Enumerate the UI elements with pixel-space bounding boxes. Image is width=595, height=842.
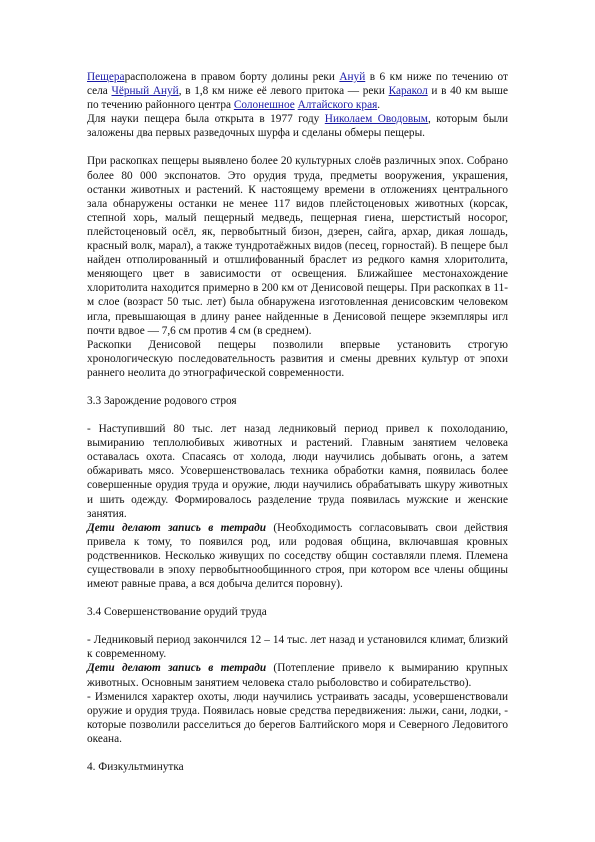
document-page xyxy=(87,70,508,774)
text: расположена в правом борту долины реки xyxy=(124,71,340,83)
link-altai[interactable]: Алтайского края xyxy=(297,99,378,112)
link-ovodov[interactable]: Николаем Оводовым xyxy=(324,113,428,126)
text: и в 40 км выше по течению районного центра xyxy=(87,85,508,112)
para-cave-location xyxy=(87,70,508,112)
heading-clan-system: 3.3 Зарождение родового строя xyxy=(87,394,237,407)
link-cave[interactable]: Пещера xyxy=(87,71,125,83)
link-soloneshnoe[interactable]: Солонешное xyxy=(233,99,295,112)
task-label: Дети делают запись в тетради xyxy=(87,662,267,675)
para-hunting: - Изменился характер охоты, люди научились устраивать засады, усовершенствовали оружие и орудия труда. Появилась новые средства передвижения: лыжи, сани, лодки, - которые позволили расселиться до берегов Балтийского моря и Северного Ледовитого океана. xyxy=(87,690,508,745)
spacer xyxy=(87,619,508,633)
spacer xyxy=(87,408,508,422)
para-discovery xyxy=(87,112,508,140)
para-clan-note xyxy=(87,521,508,591)
text: , в 1,8 км ниже её левого притока — реки xyxy=(178,85,389,98)
spacer xyxy=(87,380,508,394)
text: в 6 км ниже по течению от села xyxy=(87,71,508,98)
text: , которым были заложены два первых разведочных шурфа и сделаны обмеры пещеры. xyxy=(87,113,508,140)
text: (Потепление привело к вымиранию крупных животных. Основным занятием человека стало рыболовство и собирательство). xyxy=(87,662,508,689)
spacer xyxy=(87,746,508,760)
task-label: Дети делают запись в тетради xyxy=(87,521,267,534)
text: . xyxy=(377,99,381,112)
para-chronology: Раскопки Денисовой пещеры позволили впервые установить строгую хронологическую последовательность развития и смены древних культур от эпохи раннего неолита до этнографической современности. xyxy=(87,338,508,379)
text: (Необходимость согласовывать свои действия привела к тому, то появился род, или родовая община, включавшая кровных родственников. Несколько живущих по соседству общин составляли племя. Племена существовали в эпоху первобытнообщинного строя, при котором все члены общины имеют равные права, а вся добыча делится поровну). xyxy=(87,521,508,591)
spacer xyxy=(87,591,508,605)
heading-exercise: 4. Физкультминутка xyxy=(87,761,184,774)
text: Для науки пещера была открыта в 1977 году xyxy=(87,113,325,126)
para-glacial-end: - Ледниковый период закончился 12 – 14 тыс. лет назад и установился климат, близкий к современному. xyxy=(87,634,508,661)
para-excavations: При раскопках пещеры выявлено более 20 культурных слоёв различных эпох. Собрано более 80 000 экспонатов. Это орудия труда, предметы вооружения, украшения, останки животных и растений. К настоящему времени в отложениях центрального зала обнаружены останки не менее 117 видов плейстоценовых животных (корсак, степной хорь, малый пещерный медведь, пещерная гиена, шерстистый носорог, плейстоценовый осёл, як, первобытный бизон, дзерен, сайга, архар, дикая лошадь, красный волк, марал), а также тундротаёжных видов (песец, горностай). В пещере был найден отполированный и отшлифованный браслет из редкого камня хлоритолита, меняющего цвет в зависимости от освещения. Ближайшее местонахождение хлоритолита находится примерно в 200 км от Денисовой пещеры. При раскопках в 11-м слое (возраст 50 тыс. лет) была обнаружена изготовленная денисовским человеком игла, превышающая в длину ранее найденные в Денисовой пещере экземпляры игл почти вдвое — 7,6 см против 4 см (в среднем). xyxy=(87,155,508,337)
para-warming-note xyxy=(87,661,508,689)
link-anui[interactable]: Ануй xyxy=(339,71,366,83)
link-black-anui[interactable]: Чёрный Ануй xyxy=(111,85,179,98)
para-ice-age: - Наступивший 80 тыс. лет назад ледниковый период привел к похолоданию, вымиранию теплолюбивых животных и растений. Главным занятием человека оставалась охота. Спасаясь от холода, люди научились добывать огонь, а затем обжаривать мясо. Усовершенствовалась техника обработки камня, появилась более совершенные орудия труда и оружие, люди научились обрабатывать шкуру животных и шить одежду. Формировалось разделение труда появилась мужские и женские занятия. xyxy=(87,423,508,520)
link-karakol[interactable]: Каракол xyxy=(388,85,428,98)
heading-tools: 3.4 Совершенствование орудий труда xyxy=(87,606,267,619)
spacer xyxy=(87,140,508,154)
